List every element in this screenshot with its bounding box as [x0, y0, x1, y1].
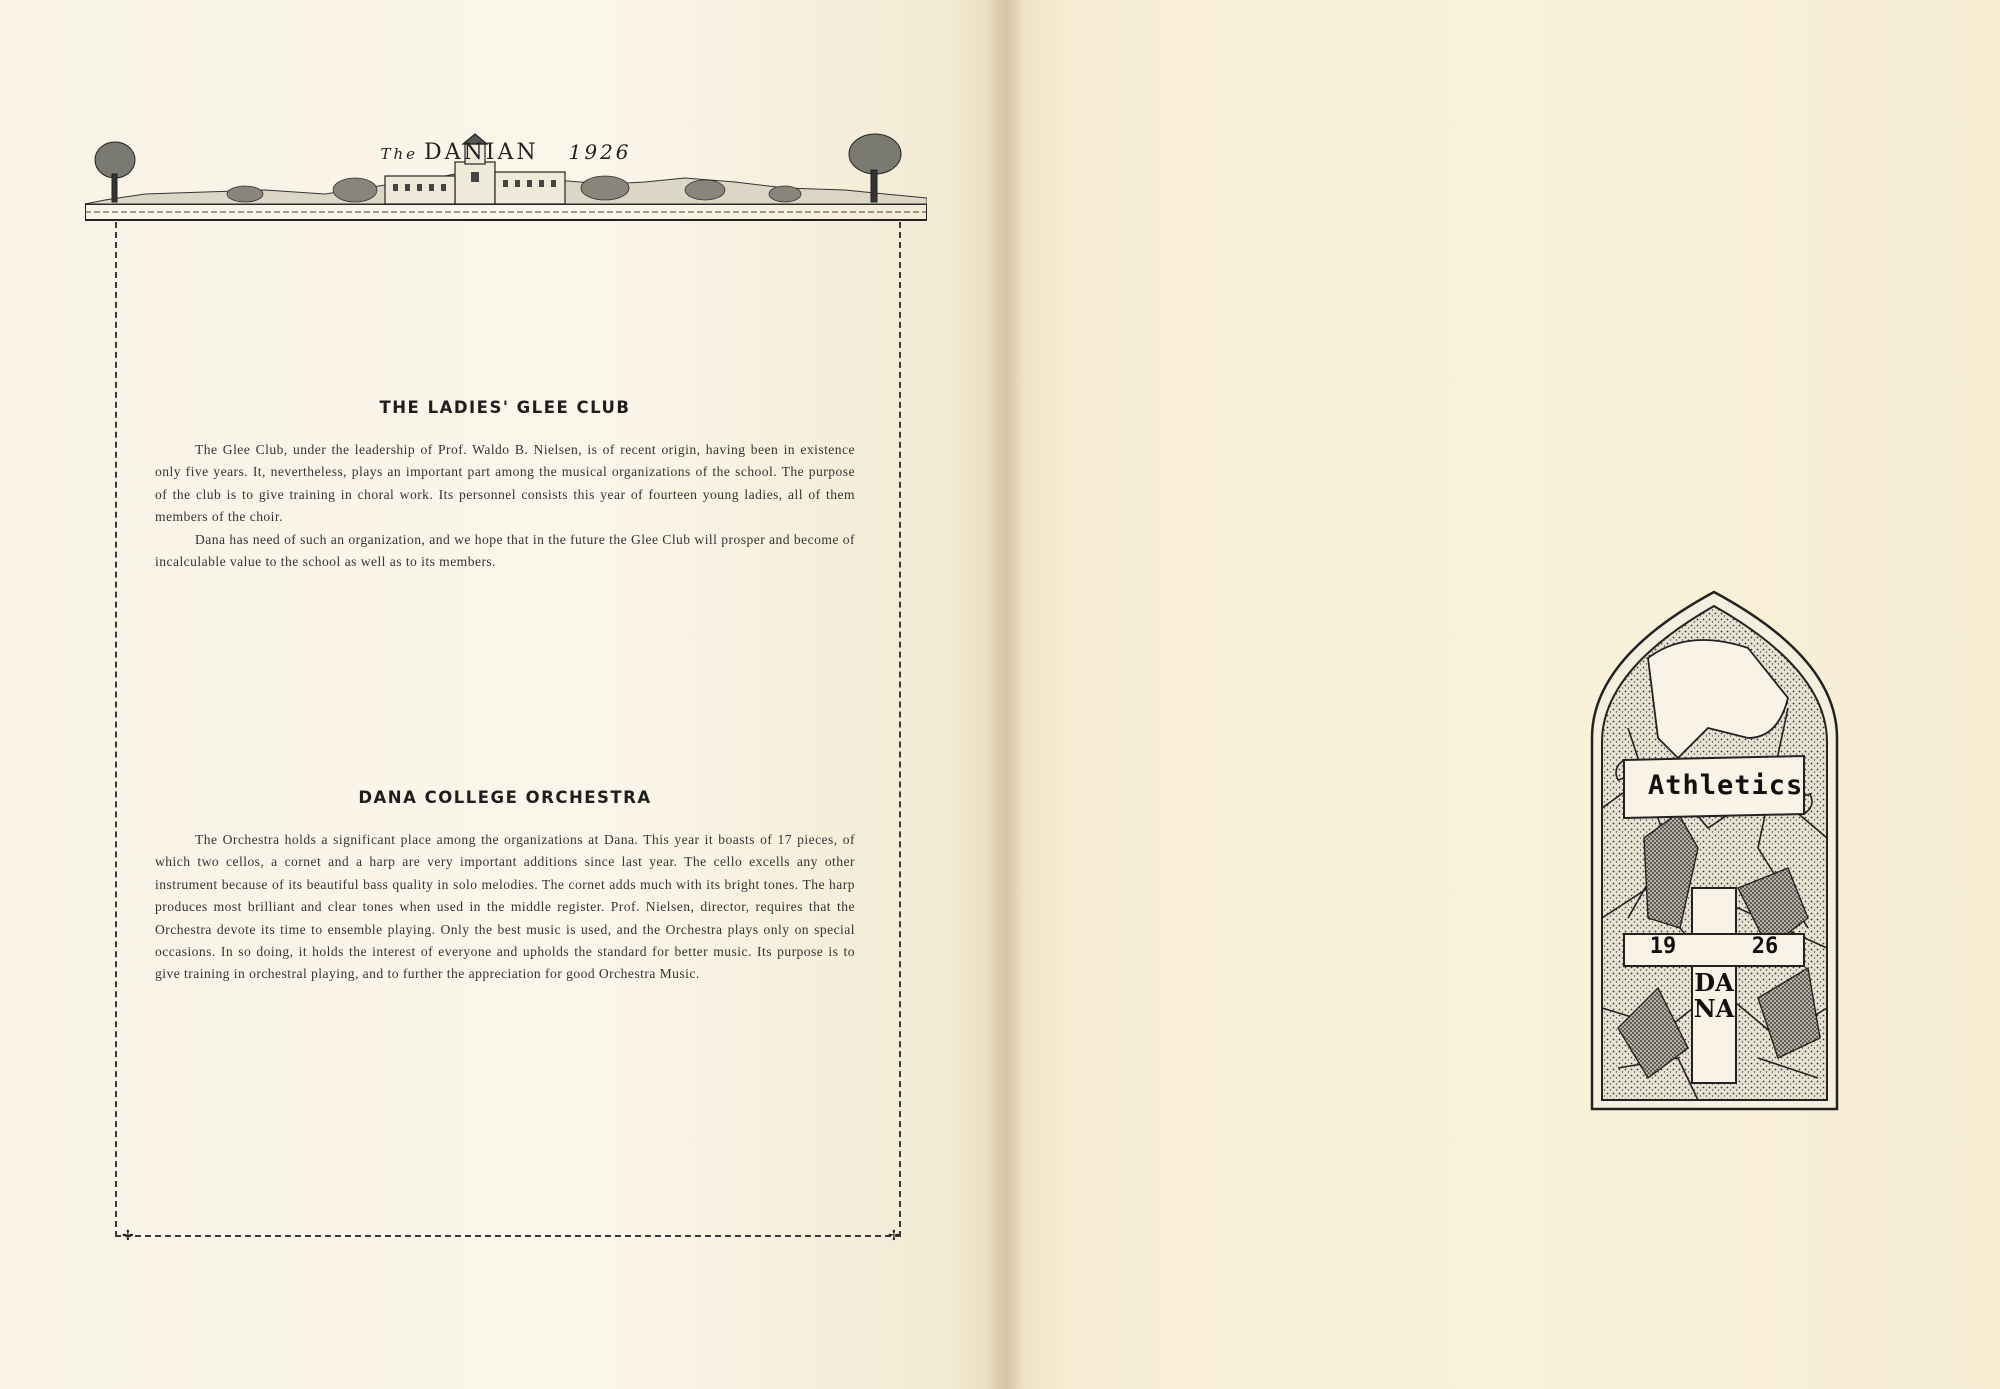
emblem-year-right: 26: [1751, 934, 1779, 959]
athletics-stained-glass-emblem: [1588, 588, 1841, 1113]
danian-header-banner: [85, 132, 927, 224]
header-title: [85, 140, 927, 165]
page-border-frame: [115, 222, 901, 1237]
emblem-cross-dana: DANA: [1693, 968, 1735, 1023]
glee-club-body: [155, 439, 855, 573]
orchestra-body: [155, 829, 855, 986]
glee-club-paragraph: The Glee Club, under the leadership of Prof. Waldo B. Nielsen, is of recent origin, having been in existence only five years. It, nevertheless, plays an important part among the musical organizations of the school. The purpose of the club is to give training in choral work. Its personnel consists this year of fourteen young ladies, all of them members of the choir.: [155, 442, 855, 525]
book-spine: [985, 0, 1025, 1389]
frame-corner-right-ornament: ✢: [888, 1228, 900, 1244]
emblem-banner-text: Athletics: [1648, 770, 1804, 801]
orchestra-paragraph: The Orchestra holds a significant place among the organizations at Dana. This year it boasts of 17 pieces, of which two cellos, a cornet and a harp are very important additions since last year. The cello excells any other instrument because of its beautiful bass quality in solo melodies. The cornet adds much with its bright tones. The harp produces most brilliant and clear tones when used in the middle register. Prof. Nielsen, director, requires that the Orchestra devote its time to ensemble playing. Only the best music is used, and the Orchestra plays only on special occasions. In so doing, it holds the interest of everyone and upholds the standard for better music. Its purpose is to give training in orchestral playing, and to further the appreciation for good Orchestra Music.: [155, 832, 855, 982]
header-danian: DANIAN: [424, 140, 539, 165]
header-year: 1926: [568, 140, 632, 164]
orchestra-heading: DANA COLLEGE ORCHESTRA: [358, 788, 652, 807]
glee-club-section: [155, 398, 855, 573]
emblem-year-left: 19: [1649, 934, 1677, 959]
header-the: The: [380, 145, 419, 163]
glee-club-heading: THE LADIES' GLEE CLUB: [379, 398, 631, 417]
right-page: [1000, 0, 2000, 1389]
glee-club-paragraph: Dana has need of such an organization, and we hope that in the future the Glee Club will prosper and become of incalculable value to the school as well as to its members.: [155, 531, 855, 570]
orchestra-section: [155, 788, 855, 986]
frame-corner-left-ornament: ✢: [122, 1228, 134, 1244]
stained-glass-window-illustration: [1588, 588, 1841, 1113]
